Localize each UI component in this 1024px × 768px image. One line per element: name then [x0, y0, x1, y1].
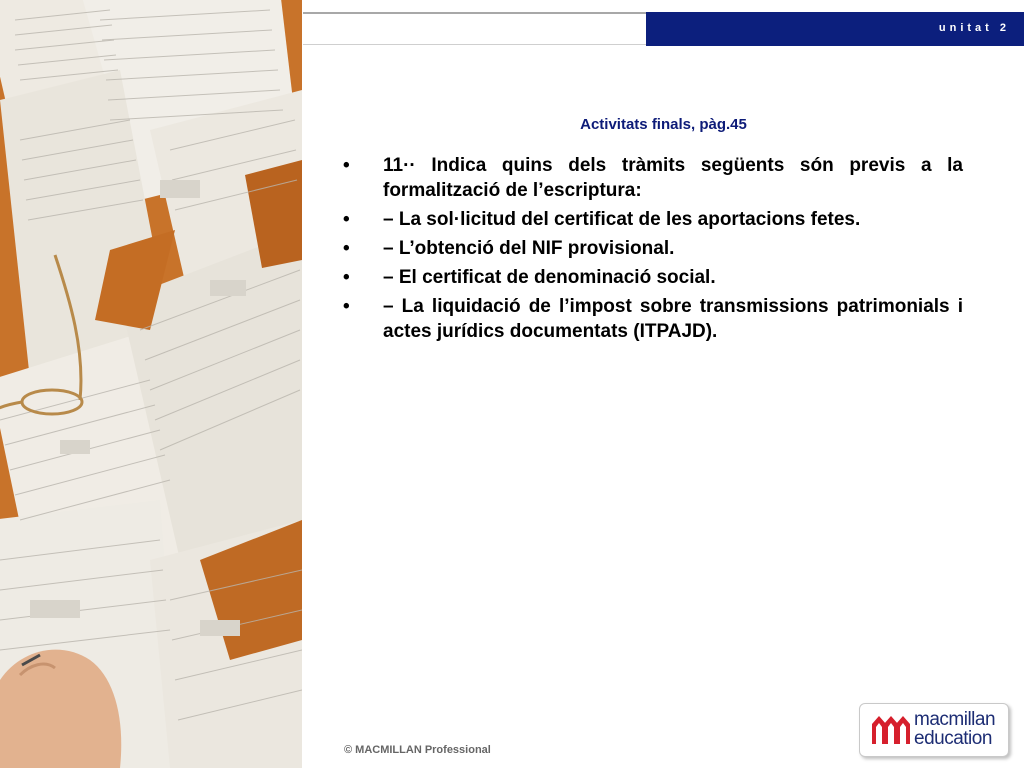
bullet-marker: •: [343, 296, 350, 317]
bullet-marker: •: [343, 267, 350, 288]
bullet-text: – La sol·licitud del certificat de les aportacions fetes.: [383, 209, 861, 230]
bullet-marker: •: [343, 209, 350, 230]
bullet-text: – La liquidació de l’impost sobre transmissions patrimonials i actes jurídics documentats (ITPAJD).: [383, 296, 963, 342]
logo-line-2: education: [914, 728, 992, 749]
bullet-marker: •: [343, 238, 350, 259]
papers-on-desk-image: [0, 0, 302, 768]
macmillan-logo-icon: [870, 712, 910, 748]
copyright-notice: © MACMILLAN Professional: [344, 744, 491, 756]
bullet-item: [343, 265, 963, 290]
bullet-text: – El certificat de denominació social.: [383, 267, 716, 288]
header-white-bar: [303, 12, 646, 45]
macmillan-education-logo: [859, 703, 1009, 757]
header-blue-bar: [646, 12, 1024, 46]
bullet-list: [343, 153, 963, 348]
bullet-item: [343, 236, 963, 261]
bullet-item: [343, 207, 963, 232]
bullet-item: [343, 153, 963, 203]
bullet-text: – L’obtenció del NIF provisional.: [383, 238, 675, 259]
slide-title: Activitats finals, pàg.45: [580, 116, 747, 133]
logo-wordmark: [914, 710, 995, 748]
decorative-photo-panel: [0, 0, 302, 768]
bullet-text: 11·· Indica quins dels tràmits següents són previs a la formalització de l’escriptura:: [383, 155, 963, 201]
logo-line-1: macmillan: [914, 709, 996, 730]
bullet-marker: •: [343, 155, 350, 176]
bullet-item: [343, 294, 963, 344]
unit-label: unitat 2: [938, 22, 1010, 34]
